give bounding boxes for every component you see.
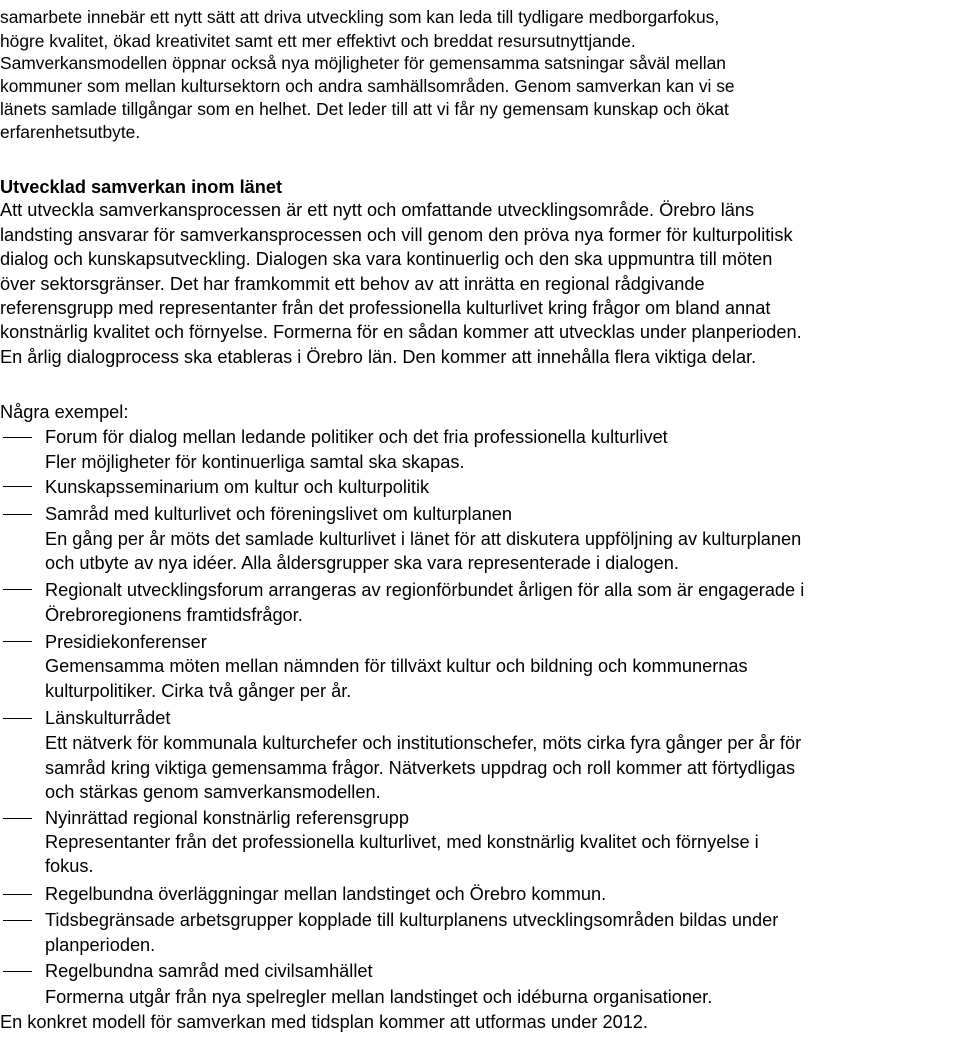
paragraph-line: Att utveckla samverkansprocessen är ett nytt och omfattande utvecklingsområde. Örebro läns [0, 200, 755, 220]
paragraph-line: dialog och kunskapsutveckling. Dialogen ska vara kontinuerlig och den ska uppmuntra till möten [0, 249, 773, 269]
list-item-text: och utbyte av nya idéer. Alla åldersgrupper ska vara representerade i dialogen. [45, 553, 679, 573]
list-item-text: Representanter från det professionella kulturlivet, med konstnärlig kvalitet och förnyelse i [45, 832, 759, 852]
list-bullet-dash [3, 589, 32, 590]
list-item-title: Regionalt utvecklingsforum arrangeras av regionförbundet årligen för alla som är engagerade i [45, 580, 805, 600]
list-item-title: Nyinrättad regional konstnärlig referensgrupp [45, 808, 409, 828]
list-item-title: Samråd med kulturlivet och föreningslivet om kulturplanen [45, 504, 513, 524]
list-item-title: Forum för dialog mellan ledande politiker och det fria professionella kulturlivet [45, 427, 668, 447]
intro-line: Samverkansmodellen öppnar också nya möjligheter för gemensamma satsningar såväl mellan [0, 53, 726, 73]
list-item-title: Tidsbegränsade arbetsgrupper kopplade till kulturplanens utvecklingsområden bildas under [45, 910, 779, 930]
intro-line: högre kvalitet, ökad kreativitet samt ett mer effektivt och breddat resursutnyttjande. [0, 31, 636, 51]
list-item-text: fokus. [45, 856, 94, 876]
section-heading: Utvecklad samverkan inom länet [0, 177, 283, 197]
list-item-title: Regelbundna samråd med civilsamhället [45, 961, 373, 981]
list-bullet-dash [3, 641, 32, 642]
list-item-title: Presidiekonferenser [45, 632, 207, 652]
list-item-text: kulturpolitiker. Cirka två gånger per år. [45, 681, 352, 701]
list-bullet-dash [3, 514, 32, 515]
paragraph-line: landsting ansvarar för samverkansprocessen och vill genom den pröva nya former för kulturpolitisk [0, 225, 793, 245]
list-item-text: och stärkas genom samverkansmodellen. [45, 782, 381, 802]
list-item-text: Ett nätverk för kommunala kulturchefer och institutionschefer, möts cirka fyra gånger per år för [45, 733, 802, 753]
intro-line: erfarenhetsutbyte. [0, 122, 141, 142]
list-item-text: Fler möjligheter för kontinuerliga samtal ska skapas. [45, 452, 465, 472]
list-bullet-dash [3, 818, 32, 819]
list-bullet-dash [3, 437, 32, 438]
list-item-title: Regelbundna överläggningar mellan landstinget och Örebro kommun. [45, 884, 607, 904]
list-item-title: Länskulturrådet [45, 708, 171, 728]
list-bullet-dash [3, 894, 32, 895]
paragraph-line: En årlig dialogprocess ska etableras i Örebro län. Den kommer att innehålla flera viktiga delar. [0, 347, 757, 367]
closing-line: En konkret modell för samverkan med tidsplan kommer att utformas under 2012. [0, 1012, 648, 1032]
paragraph-line: över sektorsgränser. Det har framkommit ett behov av att inrätta en regional rådgivande [0, 274, 705, 294]
intro-line: kommuner som mellan kultursektorn och andra samhällsområden. Genom samverkan kan vi se [0, 76, 735, 96]
paragraph-line: konstnärlig kvalitet och förnyelse. Formerna för en sådan kommer att utvecklas under planperioden. [0, 322, 802, 342]
list-bullet-dash [3, 920, 32, 921]
list-item-text: Örebroregionens framtidsfrågor. [45, 605, 303, 625]
list-item-text: Gemensamma möten mellan nämnden för tillväxt kultur och bildning och kommunernas [45, 656, 748, 676]
list-bullet-dash [3, 486, 32, 487]
list-item-title: Kunskapsseminarium om kultur och kulturpolitik [45, 477, 430, 497]
list-item-text: En gång per år möts det samlade kulturlivet i länet för att diskutera uppföljning av kulturplanen [45, 529, 802, 549]
intro-line: länets samlade tillgångar som en helhet. Det leder till att vi får ny gemensam kunskap och ökat [0, 99, 729, 119]
list-item-text: samråd kring viktiga gemensamma frågor. Nätverkets uppdrag och roll kommer att förtydligas [45, 758, 796, 778]
list-bullet-dash [3, 971, 32, 972]
intro-line: samarbete innebär ett nytt sätt att driva utveckling som kan leda till tydligare medborgarfokus, [0, 7, 720, 27]
list-item-text: Formerna utgår från nya spelregler mellan landstinget och idéburna organisationer. [45, 987, 713, 1007]
paragraph-line: referensgrupp med representanter från det professionella kulturlivet kring frågor om bland annat [0, 298, 771, 318]
list-item-text: planperioden. [45, 935, 156, 955]
list-bullet-dash [3, 718, 32, 719]
examples-heading: Några exempel: [0, 402, 129, 422]
